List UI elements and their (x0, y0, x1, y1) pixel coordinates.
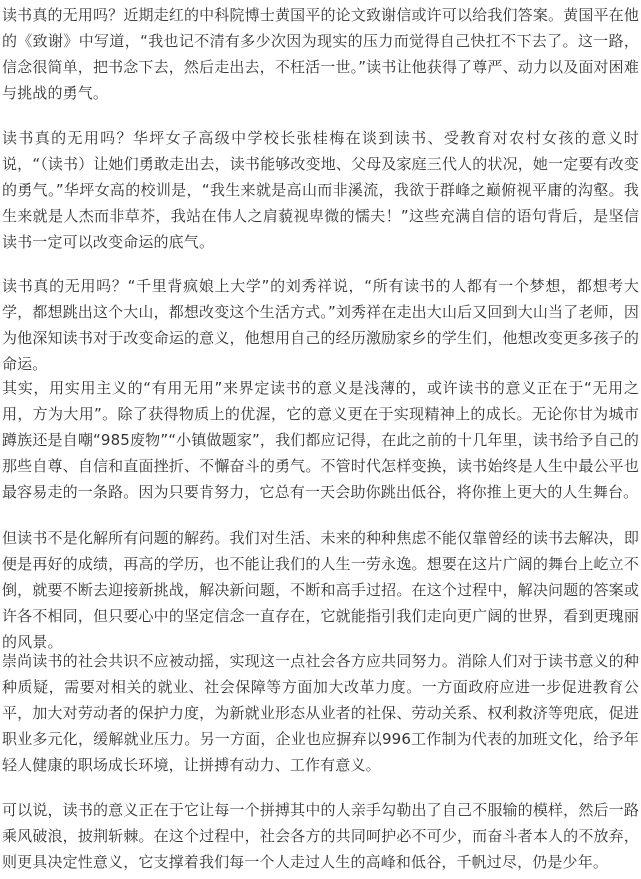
paragraph-books-useless-huang-guoping: 读书真的无用吗？近期走红的中科院博士黄国平的论文致谢信或许可以给我们答案。黄国平在他的《致谢》中写道，“我也记不清有多少次因为现实的压力而觉得自己快扛不下去了。这一路，信念很简单，把书念下去，然后走出去，不枉活一世。”读书让他获得了尊严、动力以及面对困难与挑战的勇气。 (2, 6, 639, 102)
paragraph-usefulness-of-uselessness: 其实，用实用主义的“有用无用”来界定读书的意义是浅薄的，或许读书的意义正在于“无用之用，方为大用”。除了获得物质上的优渥，它的意义更在于实现精神上的成长。无论你甘为城市蹲族还是自嘲“985废物”“小镇做题家”，我们都应记得，在此之前的十几年里，读书给予自己的那些自尊、自信和直面挫折、不懈奋斗的勇气。不管时代怎样变换，读书始终是人生中最公平也最容易走的一条路。因为只要肯努力，它总有一天会助你跳出低谷，将你推上更大的人生舞台。 (2, 379, 639, 501)
paragraph-books-useless-liu-xiuxiang: 读书真的无用吗？“千里背疯娘上大学”的刘秀祥说，“所有读书的人都有一个梦想，都想考大学，都想跳出这个大山，都想改变这个生活方式。”刘秀祥在走出大山后又回到大山当了老师，因为他深知读书对于改变命运的意义，他想用自己的经历激励家乡的学生们，他想改变更多孩子的命运。 (2, 277, 639, 373)
paragraph-not-a-cure-all: 但读书不是化解所有问题的解药。我们对生活、未来的种种焦虑不能仅靠曾经的读书去解决，即便是再好的成绩，再高的学历，也不能让我们的人生一劳永逸。想要在这片广阔的舞台上屹立不倒，就要不断去迎接新挑战，解决新问题，不断和高手过招。在这个过程中，解决问题的答案或许各不相同，但只要心中的坚定信念一直存在，它就能指引我们走向更广阔的世界，看到更瑰丽的风景。 (2, 529, 639, 651)
paragraph-conclusion: 可以说，读书的意义正在于它让每一个拼搏其中的人亲手勾勒出了自己不服输的模样，然后一路乘风破浪，披荆斩棘。在这个过程中，社会各方的共同呵护必不可少，而奋斗者本人的不放弃，则更具决定性意义，它支撑着我们每一个人走过人生的高峰和低谷，千帆过尽，仍是少年。 (2, 801, 639, 871)
paragraph-books-useless-zhang-guimei: 读书真的无用吗？华坪女子高级中学校长张桂梅在谈到读书、受教育对农村女孩的意义时说，“（读书）让她们勇敢走出去，读书能够改变地、父母及家庭三代人的状况，她一定要有改变的勇气。”华坪女高的校训是，“我生来就是高山而非溪流，我欲于群峰之巅俯视平庸的沟壑。我生来就是人杰而非草芥，我站在伟人之肩藐视卑微的懦夫！”这些充满自信的语句背后，是坚信读书一定可以改变命运的底气。 (2, 129, 639, 251)
paragraph-social-consensus: 崇尚读书的社会共识不应被动摇，实现这一点社会各方应共同努力。消除人们对于读书意义的种种质疑，需要对相关的就业、社会保障等方面加大改革力度。一方面政府应进一步促进教育公平，加大对劳动者的保护力度，为新就业形态从业者的社保、劳动关系、权利救济等兜底，促进职业多元化，缓解就业压力。另一方面，企业也应摒弃以996工作制为代表的加班文化，给予年轻人健康的职场成长环境，让拼搏有动力、工作有意义。 (2, 652, 639, 774)
